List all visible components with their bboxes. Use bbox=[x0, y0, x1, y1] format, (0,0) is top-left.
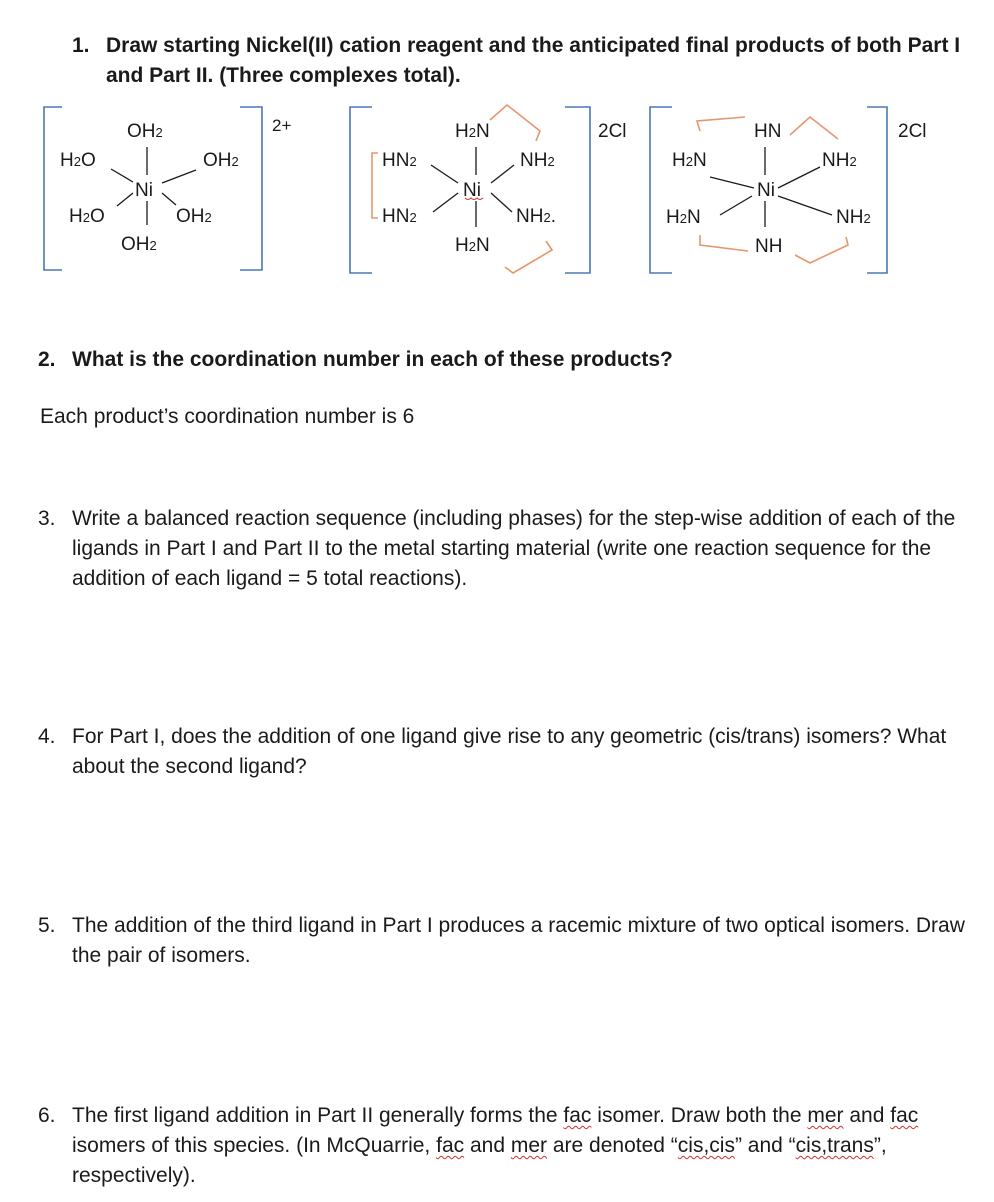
complex-3 bbox=[650, 107, 927, 273]
metal: Ni bbox=[463, 180, 481, 201]
counterion: 2Cl bbox=[898, 121, 927, 142]
ligand-top-left: H2O bbox=[60, 150, 96, 171]
ligand-lower-right: NH2 bbox=[836, 207, 871, 228]
question-number: 3. bbox=[38, 507, 56, 530]
question-text: The addition of the third ligand in Part I produces a racemic mixture of two optical isomers. Draw the pair of isomers. bbox=[72, 914, 965, 967]
complexes-figure bbox=[0, 95, 994, 295]
question-number: 4. bbox=[38, 725, 56, 748]
ligand-top: HN bbox=[754, 121, 782, 142]
question-text: The first ligand addition in Part II generally forms the fac isomer. Draw both the mer and fac isomers of this species. (In McQuarrie, fac and mer are denoted “cis,cis” and “cis,trans”, respectively). bbox=[72, 1104, 919, 1187]
answer-2: Each product’s coordination number is 6 bbox=[40, 405, 415, 428]
question-text: Draw starting Nickel(II) cation reagent and the anticipated final products of both Part I and Part II. (Three complexes total). bbox=[106, 34, 961, 87]
ligand-bottom: OH2 bbox=[121, 234, 157, 255]
ligand-upper-left: HN2 bbox=[382, 150, 417, 171]
question-text: Write a balanced reaction sequence (including phases) for the step-wise addition of each of the ligands in Part I and Part II to the metal starting material (write one reaction sequence for the addition of each ligand = 5 total reactions). bbox=[72, 507, 956, 590]
metal: Ni bbox=[135, 180, 153, 201]
ligand-lower-right: NH2. bbox=[516, 206, 556, 227]
question-number: 2. bbox=[38, 348, 56, 371]
ligand-bottom-right: OH2 bbox=[176, 206, 212, 227]
ligand-lower-left: H2N bbox=[666, 207, 701, 228]
ligand-bottom-left: H2O bbox=[69, 206, 105, 227]
question-2 bbox=[38, 345, 938, 375]
counterion: 2Cl bbox=[598, 121, 627, 142]
bracket-left bbox=[44, 107, 62, 270]
bracket-right bbox=[240, 107, 262, 270]
question-6 bbox=[38, 1101, 968, 1191]
ligand-top: OH2 bbox=[127, 121, 163, 142]
metal: Ni bbox=[757, 180, 775, 201]
complex-1 bbox=[44, 107, 291, 270]
bracket-right bbox=[867, 107, 887, 273]
complex-2 bbox=[350, 105, 627, 273]
question-text: For Part I, does the addition of one ligand give rise to any geometric (cis/trans) isomers? What about the second ligand? bbox=[72, 725, 947, 778]
bracket-left bbox=[650, 107, 672, 273]
ligand-bottom: NH bbox=[755, 236, 783, 257]
question-1 bbox=[72, 31, 972, 91]
question-text: What is the coordination number in each of these products? bbox=[72, 348, 673, 371]
question-3 bbox=[38, 504, 968, 594]
ligand-upper-right: NH2 bbox=[520, 150, 555, 171]
ligand-top-right: OH2 bbox=[203, 150, 239, 171]
bracket-left bbox=[350, 107, 372, 273]
ligand-lower-left: HN2 bbox=[382, 206, 417, 227]
question-number: 6. bbox=[38, 1104, 56, 1127]
question-5 bbox=[38, 911, 968, 971]
question-4 bbox=[38, 722, 968, 782]
question-number: 1. bbox=[72, 34, 90, 57]
question-number: 5. bbox=[38, 914, 56, 937]
ligand-upper-right: NH2 bbox=[822, 150, 857, 171]
ligand-bottom: H2N bbox=[455, 235, 490, 256]
ligand-upper-left: H2N bbox=[672, 150, 707, 171]
bracket-right bbox=[565, 107, 590, 273]
charge: 2+ bbox=[272, 116, 292, 135]
ligand-top: H2N bbox=[455, 121, 490, 142]
